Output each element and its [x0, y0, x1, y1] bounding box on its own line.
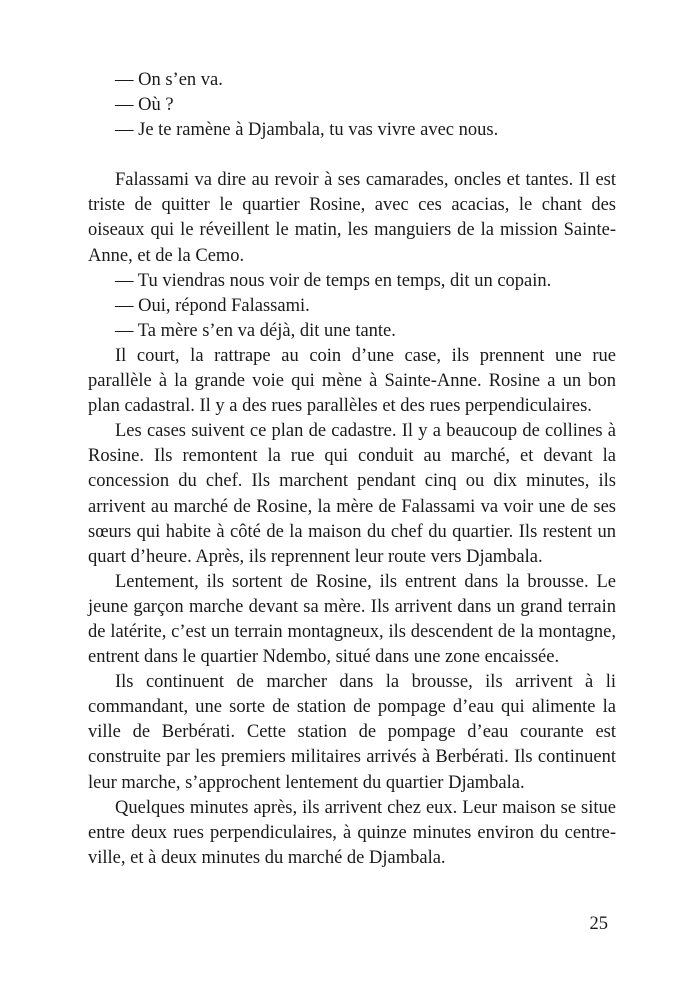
dialogue-line: — Oui, répond Falassami. — [115, 295, 310, 316]
paragraph: Lentement, ils sortent de Rosine, ils entrent dans la brousse. Le jeune garçon marche devant sa mère. Ils arrivent dans un grand terrain de latérite, c’est un terrain montagneux, ils descendent de la montagne, entrent dans le quartier Ndembo, situé dans une zone encaissée. — [88, 571, 616, 668]
dialogue-line: — Ta mère s’en va déjà, dit une tante. — [115, 320, 396, 341]
dialogue-line: — On s’en va. — [115, 70, 223, 90]
section-break — [88, 143, 616, 168]
paragraph: Les cases suivent ce plan de cadastre. Il y a beaucoup de collines à Rosine. Ils remontent la rue qui conduit au marché, et devant la concession du chef. Ils marchent pendant cinq ou dix minutes, ils arrivent au marché de Rosine, la mère de Falassami va voir une de ses sœurs qui habite à côté de la maison du chef du quartier. Ils restent un quart d’heure. Après, ils reprennent leur route vers Djambala. — [88, 421, 616, 567]
dialogue-line: — Où ? — [115, 95, 174, 116]
paragraph: Quelques minutes après, ils arrivent chez eux. Leur maison se situe entre deux rues perpendiculaires, à quinze minutes environ du centre-ville, et à deux minutes du marché de Djambala. — [88, 797, 616, 868]
page-number: 25 — [589, 914, 608, 934]
paragraph: Il court, la rattrape au coin d’une case, ils prennent une rue parallèle à la grande voie qui mène à Sainte-Anne. Rosine a un bon plan cadastral. Il y a des rues parallèles et des rues perpendiculaires. — [88, 345, 616, 417]
dialogue-line: — Je te ramène à Djambala, tu vas vivre avec nous. — [115, 120, 499, 141]
paragraph: Ils continuent de marcher dans la brousse, ils arrivent à li commandant, une sorte de station de pompage d’eau qui alimente la ville de Berbérati. Cette station de pompage d’eau courante est construite par les premiers militaires arrivés à Berbérati. Ils continuent leur marche, s’approchent lentement du quartier Djambala. — [88, 672, 616, 793]
dialogue-line: — Tu viendras nous voir de temps en temps, dit un copain. — [115, 270, 552, 291]
paragraph: Falassami va dire au revoir à ses camarades, oncles et tantes. Il est triste de quitter le quartier Rosine, avec ces acacias, le chant des oiseaux qui le réveillent le matin, les manguiers de la mission Sainte-Anne, et de la Cemo. — [88, 170, 616, 266]
page-text — [88, 68, 616, 871]
